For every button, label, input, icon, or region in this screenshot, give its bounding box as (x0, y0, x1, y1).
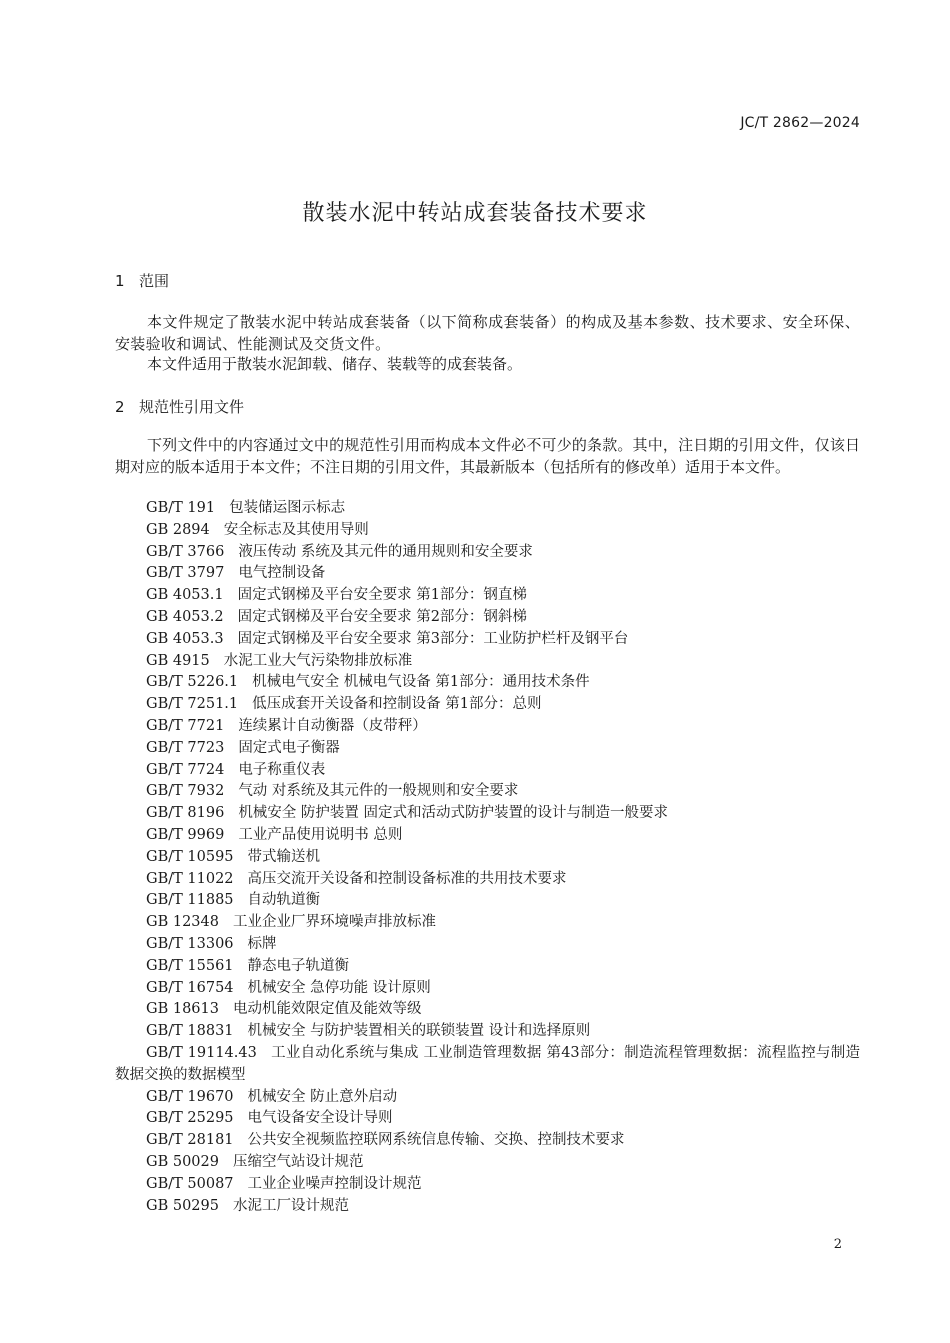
reference-code: GB 2894 (146, 521, 210, 538)
section-2-heading (115, 396, 244, 417)
reference-title: 高压交流开关设备和控制设备标准的共用技术要求 (247, 870, 567, 887)
reference-title: 机械安全 急停功能 设计原则 (247, 979, 431, 996)
reference-item (115, 760, 860, 782)
reference-item (115, 585, 860, 607)
reference-title: 工业产品使用说明书 总则 (238, 826, 403, 843)
reference-code: GB/T 28181 (146, 1132, 234, 1149)
reference-item (115, 694, 860, 716)
section-2-paragraph-1: 下列文件中的内容通过文中的规范性引用而构成本文件必不可少的条款。其中，注日期的引用文件，仅该日期对应的版本适用于本文件；不注日期的引用文件，其最新版本（包括所有的修改单）适用于本文件。 (115, 436, 860, 476)
reference-code: GB/T 19114.43 (146, 1044, 257, 1061)
reference-code: GB/T 3766 (146, 543, 225, 560)
reference-title: 电气设备安全设计导则 (247, 1110, 393, 1127)
reference-title: 电子称重仪表 (238, 761, 326, 778)
reference-item (115, 607, 860, 629)
reference-item (115, 869, 860, 891)
reference-code: GB/T 25295 (146, 1110, 234, 1127)
reference-title: 电动机能效限定值及能效等级 (232, 1001, 422, 1018)
reference-item (115, 934, 860, 956)
reference-code: GB 12348 (146, 914, 219, 931)
section-1-paragraph-1: 本文件规定了散装水泥中转站成套装备（以下简称成套装备）的构成及基本参数、技术要求、安全环保、安装验收和调试、性能测试及交货文件。 (115, 313, 860, 353)
reference-item (115, 1174, 860, 1196)
reference-code: GB/T 18831 (146, 1023, 234, 1040)
reference-title: 水泥工厂设计规范 (232, 1197, 349, 1214)
reference-code: GB/T 50087 (146, 1175, 234, 1192)
reference-item (115, 1043, 860, 1087)
section-1-heading (115, 270, 169, 291)
reference-title: 液压传动 系统及其元件的通用规则和安全要求 (238, 543, 533, 560)
reference-title: 静态电子轨道衡 (247, 957, 350, 974)
section-1-title: 范围 (139, 272, 170, 290)
reference-code: GB 50295 (146, 1197, 219, 1214)
reference-code: GB/T 5226.1 (146, 674, 239, 691)
reference-item (115, 890, 860, 912)
reference-title: 固定式钢梯及平台安全要求 第2部分：钢斜梯 (237, 608, 527, 625)
reference-title: 工业企业噪声控制设计规范 (247, 1175, 422, 1192)
section-1-number: 1 (115, 272, 125, 290)
reference-code: GB/T 7721 (146, 717, 225, 734)
reference-title: 工业企业厂界环境噪声排放标准 (232, 914, 436, 931)
reference-title: 自动轨道衡 (247, 892, 321, 909)
reference-code: GB/T 7724 (146, 761, 225, 778)
reference-code: GB/T 7251.1 (146, 696, 239, 713)
normative-references-list (115, 498, 860, 1217)
reference-title: 水泥工业大气污染物排放标准 (223, 652, 413, 669)
reference-title: 安全标志及其使用导则 (223, 521, 369, 538)
reference-code: GB 4053.1 (146, 587, 224, 604)
page-number: 2 (833, 1237, 842, 1252)
reference-code: GB/T 11022 (146, 870, 234, 887)
document-number: JC/T 2862—2024 (740, 115, 860, 131)
reference-title: 标牌 (247, 935, 277, 952)
reference-title: 气动 对系统及其元件的一般规则和安全要求 (238, 783, 519, 800)
reference-item (115, 999, 860, 1021)
reference-code: GB 18613 (146, 1001, 219, 1018)
reference-title: 机械安全 防护装置 固定式和活动式防护装置的设计与制造一般要求 (238, 805, 669, 822)
reference-code: GB/T 3797 (146, 565, 225, 582)
reference-code: GB/T 191 (146, 500, 216, 516)
reference-item (115, 1108, 860, 1130)
reference-code: GB/T 15561 (146, 957, 234, 974)
reference-title: 固定式电子衡器 (238, 739, 340, 756)
reference-code: GB/T 16754 (146, 979, 234, 996)
reference-item (115, 542, 860, 564)
reference-item (115, 672, 860, 694)
reference-item (115, 563, 860, 585)
section-2-number: 2 (115, 398, 125, 416)
reference-code: GB/T 19670 (146, 1088, 234, 1105)
reference-title: 连续累计自动衡器（皮带秤） (238, 717, 427, 734)
reference-item (115, 498, 860, 520)
reference-item (115, 781, 860, 803)
reference-title: 电气控制设备 (238, 565, 326, 582)
reference-item (115, 716, 860, 738)
reference-code: GB 4053.3 (146, 630, 224, 647)
reference-code: GB/T 7932 (146, 783, 225, 800)
reference-code: GB 4053.2 (146, 608, 224, 625)
reference-code: GB 50029 (146, 1153, 219, 1170)
reference-item (115, 1130, 860, 1152)
reference-code: GB/T 9969 (146, 826, 225, 843)
reference-item (115, 978, 860, 1000)
reference-item (115, 1021, 860, 1043)
reference-item (115, 803, 860, 825)
reference-item (115, 520, 860, 542)
reference-item (115, 629, 860, 651)
reference-code: GB/T 13306 (146, 935, 234, 952)
reference-title: 包装储运图示标志 (229, 500, 346, 516)
reference-item (115, 1196, 860, 1218)
section-1-paragraph-2: 本文件适用于散装水泥卸载、储存、装载等的成套装备。 (147, 355, 523, 373)
reference-item (115, 912, 860, 934)
reference-item (115, 847, 860, 869)
reference-title: 固定式钢梯及平台安全要求 第1部分：钢直梯 (237, 587, 527, 604)
reference-item (115, 651, 860, 673)
reference-title: 固定式钢梯及平台安全要求 第3部分：工业防护栏杆及钢平台 (237, 630, 629, 647)
reference-item (115, 956, 860, 978)
reference-title: 工业自动化系统与集成 工业制造管理数据 第43部分：制造流程管理数据：流程监控与制造数据交换的数据模型 (115, 1044, 861, 1083)
reference-title: 机械安全 与防护装置相关的联锁装置 设计和选择原则 (247, 1023, 591, 1040)
reference-title: 机械安全 防止意外启动 (247, 1088, 398, 1105)
reference-item (115, 738, 860, 760)
section-2-title: 规范性引用文件 (139, 398, 245, 416)
document-title: 散装水泥中转站成套装备技术要求 (302, 201, 648, 226)
reference-title: 低压成套开关设备和控制设备 第1部分：总则 (252, 696, 542, 713)
reference-title: 带式输送机 (247, 848, 321, 865)
reference-code: GB/T 11885 (146, 892, 234, 909)
reference-code: GB 4915 (146, 652, 210, 669)
reference-title: 压缩空气站设计规范 (232, 1153, 364, 1170)
reference-code: GB/T 10595 (146, 848, 234, 865)
reference-code: GB/T 7723 (146, 739, 225, 756)
reference-title: 机械电气安全 机械电气设备 第1部分：通用技术条件 (252, 674, 590, 691)
reference-item (115, 825, 860, 847)
reference-code: GB/T 8196 (146, 805, 225, 822)
reference-title: 公共安全视频监控联网系统信息传输、交换、控制技术要求 (247, 1132, 625, 1149)
reference-item (115, 1152, 860, 1174)
reference-item (115, 1087, 860, 1109)
